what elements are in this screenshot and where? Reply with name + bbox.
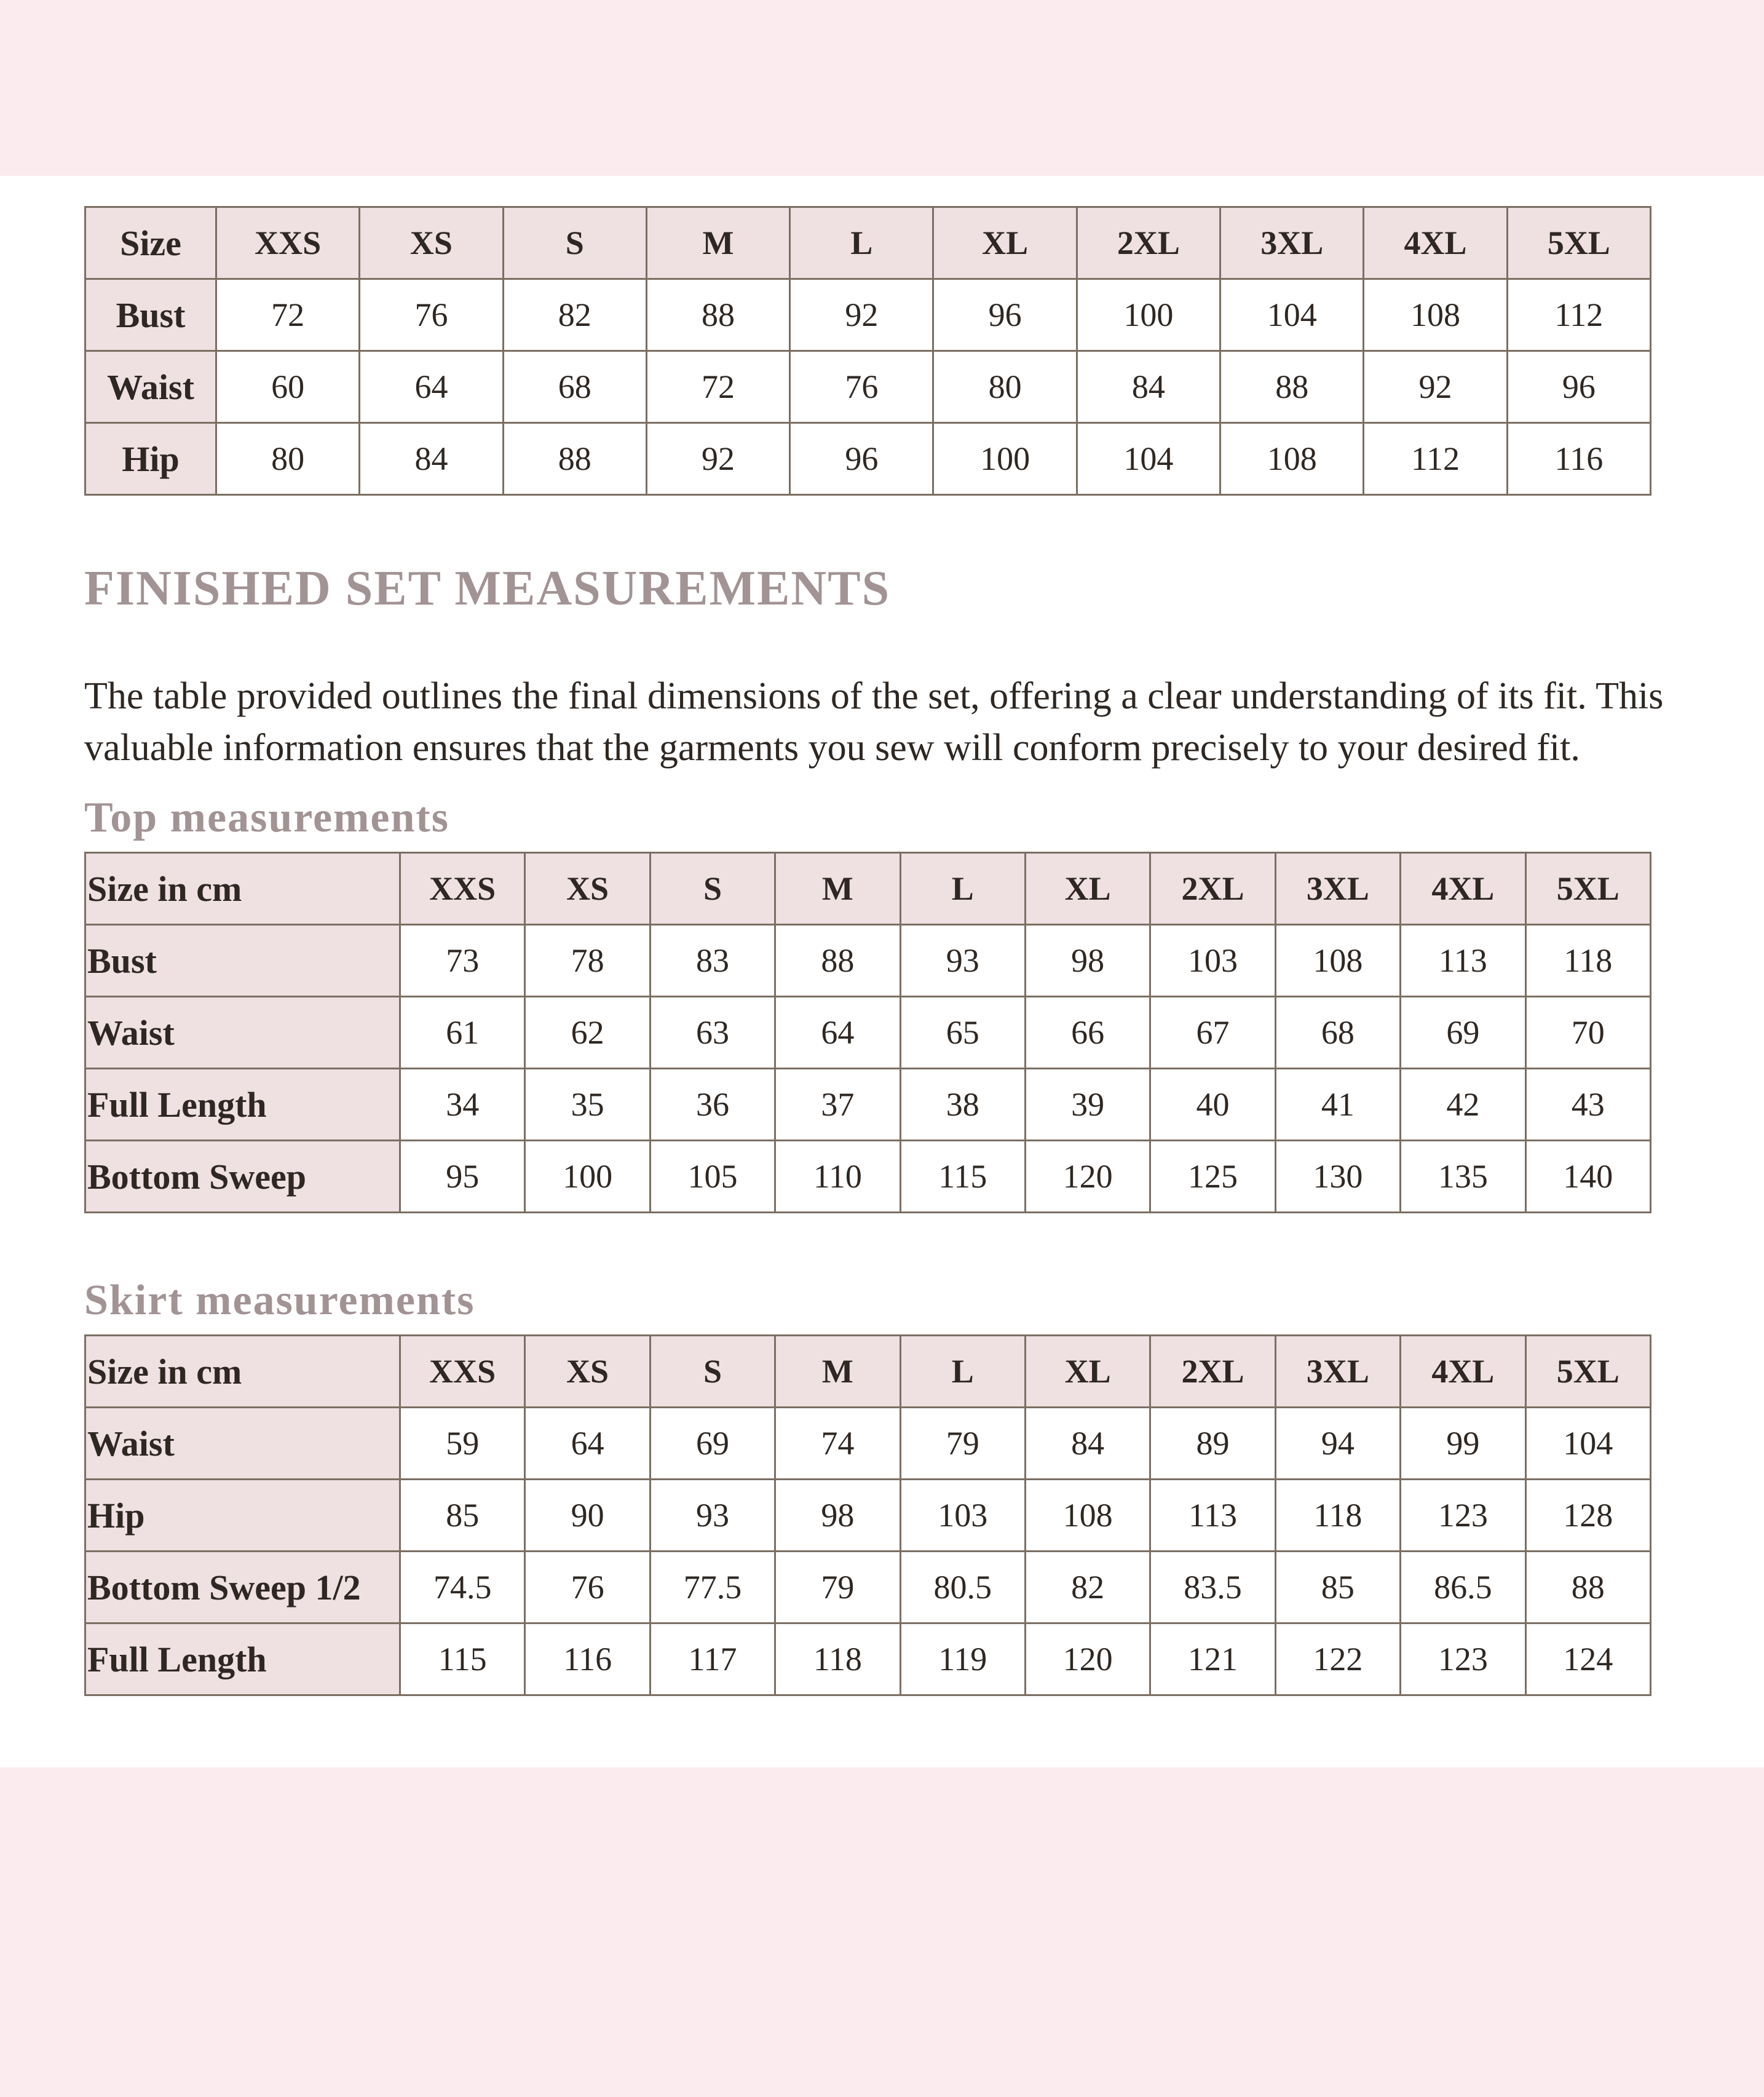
measurement-cell: 112 (1507, 279, 1650, 351)
measurement-cell: 122 (1275, 1623, 1400, 1695)
measurement-cell: 110 (775, 1141, 900, 1213)
row-label-cell: Bottom Sweep 1/2 (85, 1552, 400, 1623)
measurement-cell: 69 (1401, 997, 1525, 1069)
measurement-cell: 125 (1150, 1141, 1275, 1213)
row-label-cell: Hip (85, 423, 216, 495)
measurement-cell: 98 (775, 1480, 900, 1552)
measurement-cell: 96 (1507, 351, 1650, 423)
measurement-cell: 108 (1025, 1480, 1150, 1552)
measurement-cell: 83 (650, 925, 775, 997)
measurement-cell: 78 (525, 925, 650, 997)
measurement-cell: 41 (1275, 1069, 1400, 1141)
table-row (85, 1141, 1651, 1213)
measurement-cell: 120 (1025, 1141, 1150, 1213)
measurement-cell: 42 (1401, 1069, 1525, 1141)
size-header-cell: 2XL (1150, 1336, 1275, 1408)
measurement-cell: 67 (1150, 997, 1275, 1069)
measurement-cell: 84 (1077, 351, 1220, 423)
size-header-cell: XXS (400, 853, 525, 925)
measurement-cell: 103 (900, 1480, 1025, 1552)
size-header-cell: XS (525, 853, 650, 925)
measurement-cell: 108 (1364, 279, 1507, 351)
measurement-cell: 100 (525, 1141, 650, 1213)
measurement-cell: 113 (1150, 1480, 1275, 1552)
size-header-cell: S (503, 207, 646, 279)
measurement-cell: 64 (525, 1408, 650, 1480)
row-label-cell: Waist (85, 351, 216, 423)
measurement-cell: 88 (503, 423, 646, 495)
measurement-cell: 140 (1525, 1141, 1650, 1213)
measurement-cell: 115 (400, 1623, 525, 1695)
measurement-cell: 60 (216, 351, 360, 423)
measurement-cell: 108 (1220, 423, 1364, 495)
measurement-cell: 72 (216, 279, 360, 351)
measurement-cell: 135 (1401, 1141, 1525, 1213)
size-header-cell: XXS (216, 207, 360, 279)
measurement-cell: 128 (1525, 1480, 1650, 1552)
row-label-cell: Bust (85, 925, 400, 997)
measurement-cell: 104 (1525, 1408, 1650, 1480)
measurement-cell: 40 (1150, 1069, 1275, 1141)
measurement-cell: 88 (775, 925, 900, 997)
header-row (85, 853, 1651, 925)
measurement-cell: 130 (1275, 1141, 1400, 1213)
measurement-cell: 99 (1401, 1408, 1525, 1480)
measurement-cell: 74 (775, 1408, 900, 1480)
row-label-cell: Bottom Sweep (85, 1141, 400, 1213)
measurement-cell: 80.5 (900, 1552, 1025, 1623)
size-header-cell: XL (1025, 1336, 1150, 1408)
header-label-cell: Size in cm (85, 1336, 400, 1408)
measurement-cell: 74.5 (400, 1552, 525, 1623)
measurement-cell: 85 (1275, 1552, 1400, 1623)
measurement-cell: 84 (1025, 1408, 1150, 1480)
measurement-cell: 69 (650, 1408, 775, 1480)
table-row (85, 1480, 1651, 1552)
header-label-cell: Size (85, 207, 216, 279)
measurement-cell: 123 (1401, 1623, 1525, 1695)
measurement-cell: 118 (1275, 1480, 1400, 1552)
measurement-cell: 92 (1364, 351, 1507, 423)
table-row (85, 351, 1651, 423)
size-header-cell: XS (525, 1336, 650, 1408)
table-row (85, 279, 1651, 351)
row-label-cell: Hip (85, 1480, 400, 1552)
measurement-cell: 118 (775, 1623, 900, 1695)
size-header-cell: M (775, 853, 900, 925)
measurement-cell: 84 (360, 423, 503, 495)
measurement-cell: 104 (1077, 423, 1220, 495)
size-header-cell: 3XL (1275, 1336, 1400, 1408)
measurement-cell: 76 (790, 351, 933, 423)
measurement-cell: 68 (1275, 997, 1400, 1069)
size-header-cell: XL (933, 207, 1077, 279)
measurement-cell: 105 (650, 1141, 775, 1213)
measurement-cell: 80 (216, 423, 360, 495)
measurement-cell: 79 (775, 1552, 900, 1623)
measurement-cell: 123 (1401, 1480, 1525, 1552)
size-header-cell: XXS (400, 1336, 525, 1408)
size-header-cell: M (775, 1336, 900, 1408)
measurement-cell: 95 (400, 1141, 525, 1213)
measurement-cell: 68 (503, 351, 646, 423)
measurement-cell: 92 (790, 279, 933, 351)
measurement-cell: 76 (525, 1552, 650, 1623)
measurement-cell: 96 (933, 279, 1077, 351)
header-label-cell: Size in cm (85, 853, 400, 925)
size-header-cell: L (790, 207, 933, 279)
size-header-cell: 4XL (1364, 207, 1507, 279)
size-header-cell: 4XL (1401, 853, 1525, 925)
measurement-cell: 64 (360, 351, 503, 423)
measurement-cell: 92 (646, 423, 789, 495)
finished-set-title: FINISHED SET MEASUREMENTS (84, 561, 891, 616)
measurement-cell: 70 (1525, 997, 1650, 1069)
measurement-cell: 88 (1525, 1552, 1650, 1623)
measurement-cell: 103 (1150, 925, 1275, 997)
size-header-cell: XL (1025, 853, 1150, 925)
measurement-cell: 86.5 (1401, 1552, 1525, 1623)
size-header-cell: 5XL (1507, 207, 1650, 279)
size-header-cell: 5XL (1525, 1336, 1650, 1408)
size-header-cell: M (646, 207, 789, 279)
measurement-cell: 72 (646, 351, 789, 423)
measurement-cell: 116 (1507, 423, 1650, 495)
measurement-cell: 76 (360, 279, 503, 351)
measurement-cell: 88 (1220, 351, 1364, 423)
measurement-cell: 64 (775, 997, 900, 1069)
measurement-cell: 100 (933, 423, 1077, 495)
size-header-cell: 4XL (1401, 1336, 1525, 1408)
measurement-cell: 119 (900, 1623, 1025, 1695)
measurement-cell: 38 (900, 1069, 1025, 1141)
measurement-cell: 108 (1275, 925, 1400, 997)
measurement-cell: 34 (400, 1069, 525, 1141)
measurement-cell: 79 (900, 1408, 1025, 1480)
measurement-cell: 77.5 (650, 1552, 775, 1623)
measurement-cell: 39 (1025, 1069, 1150, 1141)
size-header-cell: S (650, 853, 775, 925)
measurement-cell: 113 (1401, 925, 1525, 997)
top-measurements-title: Top measurements (84, 794, 449, 841)
row-label-cell: Bust (85, 279, 216, 351)
measurement-cell: 80 (933, 351, 1077, 423)
size-header-cell: L (900, 1336, 1025, 1408)
size-header-cell: 2XL (1077, 207, 1220, 279)
size-header-cell: 3XL (1275, 853, 1400, 925)
size-header-cell: 5XL (1525, 853, 1650, 925)
row-label-cell: Full Length (85, 1069, 400, 1141)
row-label-cell: Waist (85, 1408, 400, 1480)
table-row (85, 423, 1651, 495)
measurement-cell: 62 (525, 997, 650, 1069)
top-measurements-table (84, 852, 1651, 1213)
measurement-cell: 94 (1275, 1408, 1400, 1480)
measurement-cell: 89 (1150, 1408, 1275, 1480)
row-label-cell: Waist (85, 997, 400, 1069)
size-header-cell: L (900, 853, 1025, 925)
row-label-cell: Full Length (85, 1623, 400, 1695)
measurement-cell: 36 (650, 1069, 775, 1141)
measurement-cell: 83.5 (1150, 1552, 1275, 1623)
finished-set-intro: The table provided outlines the final dimensions of the set, offering a clear understanding of its fit. This valuable information ensures that the garments you sew will conform precisely to your desired fit. (84, 675, 1664, 769)
measurement-cell: 73 (400, 925, 525, 997)
measurement-cell: 121 (1150, 1623, 1275, 1695)
table-row (85, 1069, 1651, 1141)
measurement-cell: 66 (1025, 997, 1150, 1069)
measurement-cell: 112 (1364, 423, 1507, 495)
measurement-cell: 43 (1525, 1069, 1650, 1141)
measurement-cell: 100 (1077, 279, 1220, 351)
skirt-measurements-title: Skirt measurements (84, 1277, 475, 1324)
measurement-cell: 98 (1025, 925, 1150, 997)
table-row (85, 1408, 1651, 1480)
measurement-cell: 61 (400, 997, 525, 1069)
measurement-cell: 116 (525, 1623, 650, 1695)
measurement-cell: 82 (503, 279, 646, 351)
table-row (85, 1552, 1651, 1623)
measurement-cell: 120 (1025, 1623, 1150, 1695)
measurement-cell: 35 (525, 1069, 650, 1141)
measurement-cell: 104 (1220, 279, 1364, 351)
size-header-cell: 2XL (1150, 853, 1275, 925)
table-row (85, 1623, 1651, 1695)
header-row (85, 1336, 1651, 1408)
measurement-cell: 37 (775, 1069, 900, 1141)
table-row (85, 925, 1651, 997)
size-chart-table (84, 206, 1651, 496)
measurement-cell: 82 (1025, 1552, 1150, 1623)
measurement-cell: 59 (400, 1408, 525, 1480)
measurement-cell: 65 (900, 997, 1025, 1069)
measurement-cell: 93 (900, 925, 1025, 997)
measurement-cell: 85 (400, 1480, 525, 1552)
measurement-cell: 117 (650, 1623, 775, 1695)
measurement-cell: 115 (900, 1141, 1025, 1213)
measurement-cell: 96 (790, 423, 933, 495)
measurement-cell: 88 (646, 279, 789, 351)
measurement-cell: 63 (650, 997, 775, 1069)
measurement-cell: 124 (1525, 1623, 1650, 1695)
measurement-cell: 118 (1525, 925, 1650, 997)
size-header-cell: S (650, 1336, 775, 1408)
table-row (85, 997, 1651, 1069)
skirt-measurements-table (84, 1334, 1651, 1696)
header-row (85, 207, 1651, 279)
measurement-cell: 90 (525, 1480, 650, 1552)
size-header-cell: 3XL (1220, 207, 1364, 279)
measurement-cell: 93 (650, 1480, 775, 1552)
size-header-cell: XS (360, 207, 503, 279)
